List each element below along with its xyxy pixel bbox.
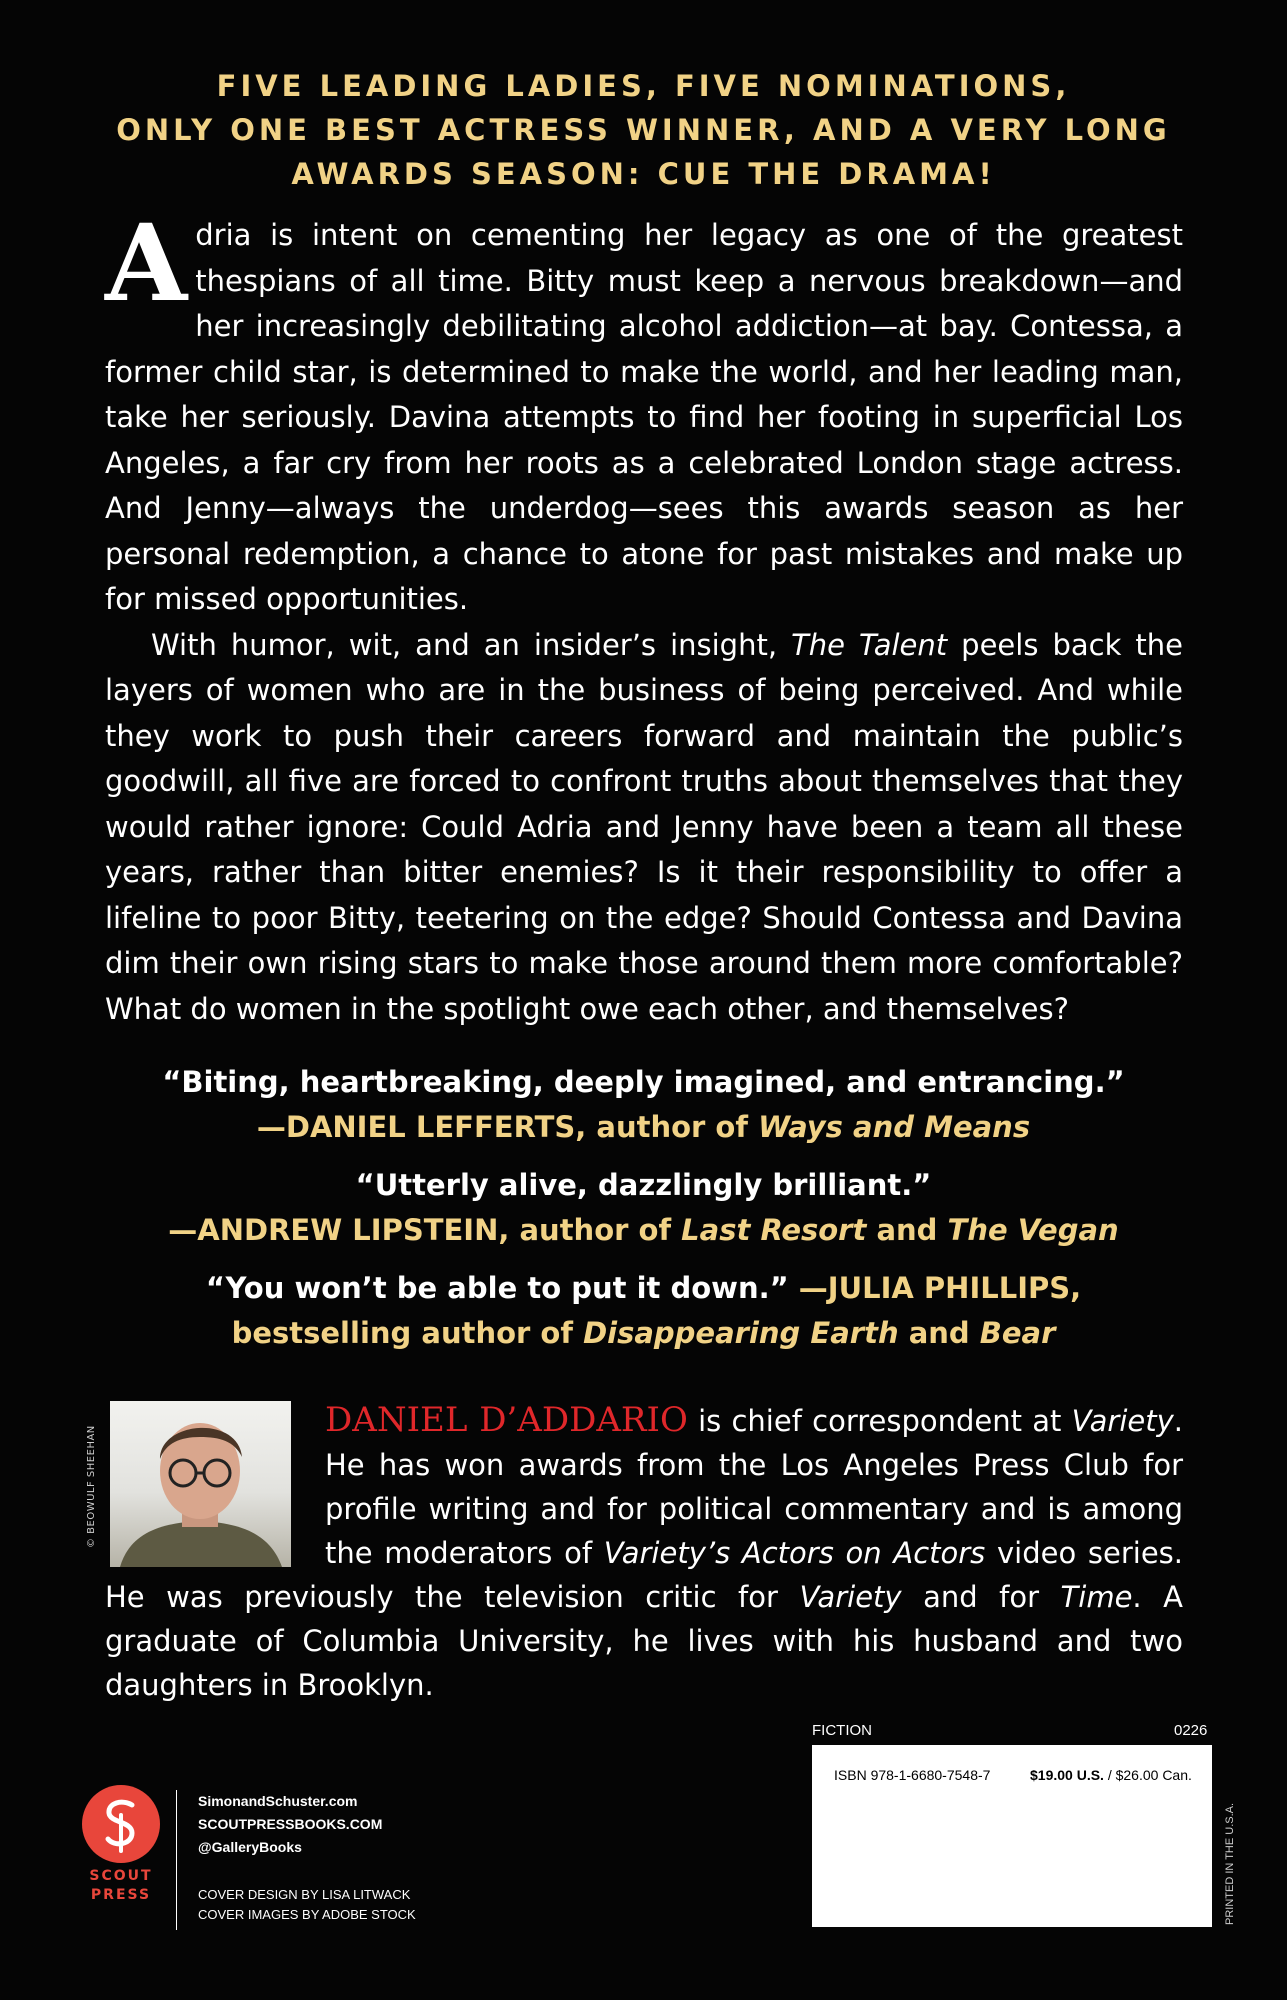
blurb-attribution (0, 1311, 1287, 1356)
blurb-quote: “You won’t be able to put it down.” (205, 1271, 789, 1305)
headline-line: AWARDS SEASON: CUE THE DRAMA! (291, 157, 996, 191)
publisher-links (198, 1790, 382, 1859)
barcode-box (812, 1745, 1212, 1927)
attribution-and: and (866, 1213, 948, 1247)
cover-credits (198, 1885, 416, 1925)
price-can: / $26.00 Can. (1103, 1767, 1192, 1783)
bio-publication: Variety (799, 1580, 902, 1614)
social-handle[interactable]: @GalleryBooks (198, 1839, 302, 1855)
synopsis-paragraph-2 (105, 623, 1183, 1033)
author-bio (105, 1398, 1183, 1707)
synopsis-text-1: dria is intent on cementing her legacy as one of the greatest thespians of all time. Bitty must keep a nervous breakdown—and her increasingly debilitating alcohol addiction—at bay. Contessa, a former child star, is determined to make the world, and her leading man, take her seriously. Davina attempts to find her footing in superficial Los Angeles, a far cry from her roots as a celebrated London stage actress. And Jenny—always the underdog—sees this awards season as her personal redemption, a chance to atone for past mistakes and make up for missed opportunities. (105, 218, 1183, 616)
blurbs (0, 1060, 1287, 1369)
attribution-title: The Vegan (947, 1213, 1119, 1247)
headline-line: ONLY ONE BEST ACTRESS WINNER, AND A VERY LONG (116, 113, 1171, 147)
drop-cap: A (105, 200, 188, 325)
bio-publication: Time (1060, 1580, 1133, 1614)
bio-text: . He has won awards from the Los Angeles Press Club for profile writing and for political commentary and is among the moderators of (325, 1404, 1183, 1570)
printed-in-usa: PRINTED IN THE U.S.A. (1224, 1802, 1236, 1925)
synopsis (105, 200, 1183, 1032)
bio-publication: Variety’s Actors on Actors (603, 1536, 986, 1570)
blurb-3 (0, 1266, 1287, 1356)
headline-line: FIVE LEADING LADIES, FIVE NOMINATIONS, (216, 69, 1071, 103)
attribution-title: Last Resort (681, 1213, 867, 1247)
blurb-1 (0, 1060, 1287, 1150)
blurb-quote-line (0, 1266, 1287, 1311)
logo-text (80, 1867, 162, 1905)
attribution-name: —DANIEL LEFFERTS, author of (256, 1110, 759, 1144)
bio-text: and for (901, 1580, 1061, 1614)
bio-text: is chief correspondent at (687, 1404, 1072, 1438)
scout-press-logo (80, 1785, 162, 1905)
logo-line: SCOUT (89, 1868, 153, 1884)
author-name: DANIEL D’ADDARIO (325, 1400, 688, 1440)
cover-images-credit: COVER IMAGES BY ADOBE STOCK (198, 1907, 416, 1922)
isbn: ISBN 978-1-6680-7548-7 (834, 1767, 991, 1783)
website-link[interactable]: SCOUTPRESSBOOKS.COM (198, 1816, 383, 1832)
blurb-attribution (0, 1105, 1287, 1150)
book-title: The Talent (791, 627, 948, 662)
blurb-attribution (0, 1208, 1287, 1253)
cover-design-credit: COVER DESIGN BY LISA LITWACK (198, 1887, 411, 1902)
bio-text: . A graduate of Columbia University, he lives with his husband and two daughters in Brooklyn. (105, 1580, 1183, 1702)
attribution-name: —JULIA PHILLIPS, (788, 1271, 1082, 1305)
attribution-and: and (898, 1316, 980, 1350)
category-code: 0226 (1174, 1722, 1208, 1739)
photo-spacer (105, 1398, 325, 1574)
photo-credit: © BEOWULF SHEEHAN (86, 1425, 97, 1548)
attribution-line: bestselling author of (231, 1316, 584, 1350)
bio-publication: Variety (1071, 1404, 1174, 1438)
attribution-title: Ways and Means (758, 1110, 1031, 1144)
category-label: FICTION (812, 1722, 872, 1739)
blurb-quote: “Biting, heartbreaking, deeply imagined, and entrancing.” (162, 1065, 1125, 1099)
website-link[interactable]: SimonandSchuster.com (198, 1793, 358, 1809)
attribution-title: Disappearing Earth (583, 1316, 899, 1350)
attribution-title: Bear (979, 1316, 1056, 1350)
scout-press-logo-icon (82, 1785, 160, 1863)
synopsis-text-2b: peels back the layers of women who are in the business of being perceived. And while they work to push their careers forward and maintain the public’s goodwill, all five are forced to confront truths about themselves that they would rather ignore: Could Adria and Jenny have been a team all these years, rather than bitter enemies? Is it their responsibility to offer a lifeline to poor Bitty, teetering on the edge? Should Contessa and Davina dim their own rising stars to make those around them more comfortable? What do women in the spotlight owe each other, and themselves? (105, 627, 1183, 1026)
blurb-2 (0, 1163, 1287, 1253)
blurb-quote: “Utterly alive, dazzlingly brilliant.” (355, 1168, 932, 1202)
logo-divider (176, 1790, 177, 1930)
synopsis-text-2a: With humor, wit, and an insider’s insight, (151, 627, 792, 662)
headline (0, 64, 1287, 196)
price-us: $19.00 U.S. (1030, 1767, 1104, 1783)
bio-text: video series. He was previously the television critic for (105, 1536, 1184, 1614)
attribution-name: —ANDREW LIPSTEIN, author of (168, 1213, 682, 1247)
synopsis-paragraph-1 (105, 200, 1183, 623)
price (1030, 1767, 1192, 1783)
logo-line: PRESS (90, 1887, 152, 1903)
